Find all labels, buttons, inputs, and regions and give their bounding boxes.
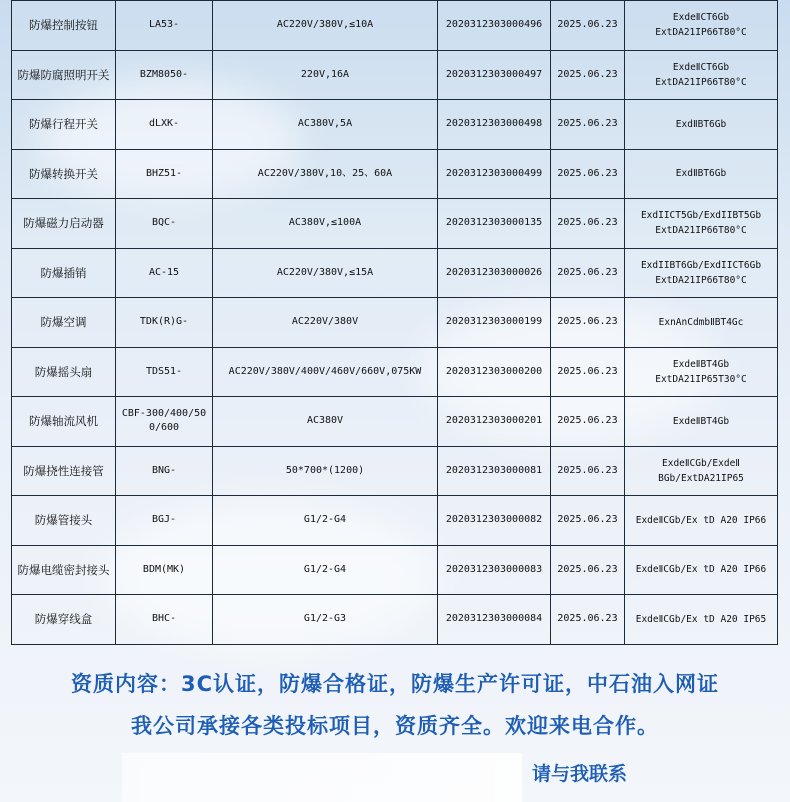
date-cell: 2025.06.23 (551, 199, 625, 249)
spec-cell: G1/2-G4 (213, 545, 438, 595)
model-cell: BHC- (116, 595, 213, 645)
ex-marking-cell (625, 545, 778, 595)
ex-marking-cell (625, 149, 778, 199)
model-cell: BQC- (116, 199, 213, 249)
table-row (12, 595, 778, 645)
date-cell: 2025.06.23 (551, 248, 625, 298)
product-name-cell: 防爆穿线盒 (12, 595, 116, 645)
ex-marking-line: ExdⅡBT6Gb (675, 118, 727, 130)
bidding-text: 我公司承接各类投标项目，资质齐全。欢迎来电合作。 (131, 714, 659, 738)
date-cell: 2025.06.23 (551, 50, 625, 100)
ex-marking-line: ExdIICT5Gb/ExdIIBT5Gb (640, 210, 762, 222)
date-cell: 2025.06.23 (551, 298, 625, 348)
ex-marking-cell (625, 347, 778, 397)
model-cell: TDS51- (116, 347, 213, 397)
product-name-cell: 防爆插销 (12, 248, 116, 298)
ex-marking-cell (625, 199, 778, 249)
product-name-cell: 防爆轴流风机 (12, 397, 116, 447)
cert-number-cell: 2020312303000083 (438, 545, 551, 595)
qualification-text: 资质内容：3C认证，防爆合格证，防爆生产许可证，中石油入网证 (70, 672, 720, 696)
model-cell: BGJ- (116, 496, 213, 546)
model-cell: BNG- (116, 446, 213, 496)
cert-number-cell: 2020312303000199 (438, 298, 551, 348)
ex-marking-cell (625, 298, 778, 348)
date-cell: 2025.06.23 (551, 100, 625, 150)
ex-marking-cell (625, 100, 778, 150)
date-cell: 2025.06.23 (551, 397, 625, 447)
cert-number-cell: 2020312303000081 (438, 446, 551, 496)
product-name-cell: 防爆转换开关 (12, 149, 116, 199)
table-row (12, 50, 778, 100)
spec-cell: 50*700*(1200) (213, 446, 438, 496)
spec-cell: G1/2-G4 (213, 496, 438, 546)
spec-cell: AC220V/380V,10、25、60A (213, 149, 438, 199)
ex-marking-cell (625, 595, 778, 645)
ex-marking-line: ExtDA21IP66T80°C (655, 76, 747, 88)
date-cell: 2025.06.23 (551, 1, 625, 51)
date-cell: 2025.06.23 (551, 595, 625, 645)
spec-cell: AC380V (213, 397, 438, 447)
spec-cell: AC380V,≤100A (213, 199, 438, 249)
product-cert-table (11, 0, 778, 645)
model-cell: TDK(R)G- (116, 298, 213, 348)
table-row (12, 545, 778, 595)
ex-marking-line: ExtDA21IP66T80°C (655, 274, 747, 286)
ex-marking-cell (625, 1, 778, 51)
ex-marking-cell (625, 397, 778, 447)
cert-number-cell: 2020312303000496 (438, 1, 551, 51)
spec-cell: 220V,16A (213, 50, 438, 100)
date-cell: 2025.06.23 (551, 446, 625, 496)
model-cell: BZM8050- (116, 50, 213, 100)
cert-number-cell: 2020312303000201 (438, 397, 551, 447)
date-cell: 2025.06.23 (551, 545, 625, 595)
ex-marking-cell (625, 50, 778, 100)
contact-label[interactable]: 请与我联系 (532, 763, 628, 785)
cert-number-cell: 2020312303000498 (438, 100, 551, 150)
date-cell: 2025.06.23 (551, 149, 625, 199)
model-cell: dLXK- (116, 100, 213, 150)
table-row (12, 248, 778, 298)
ex-marking-line: ExtDA21IP66T80°C (655, 225, 747, 237)
product-name-cell: 防爆电缆密封接头 (12, 545, 116, 595)
model-cell: AC-15 (116, 248, 213, 298)
table-row (12, 397, 778, 447)
ex-marking-line: ExdⅡBT6Gb (675, 168, 727, 180)
date-cell: 2025.06.23 (551, 347, 625, 397)
ex-marking-cell (625, 496, 778, 546)
date-cell: 2025.06.23 (551, 496, 625, 546)
table-row (12, 149, 778, 199)
table-row (12, 1, 778, 51)
ex-marking-line: ExdeⅡCT6Gb (672, 12, 730, 24)
spec-cell: AC220V/380V,≤10A (213, 1, 438, 51)
product-name-cell: 防爆行程开关 (12, 100, 116, 150)
table-row (12, 496, 778, 546)
ex-marking-line: ExdeⅡCGb/Ex tD A20 IP65 (635, 613, 767, 625)
product-name-cell: 防爆管接头 (12, 496, 116, 546)
table-row (12, 347, 778, 397)
cert-number-cell: 2020312303000082 (438, 496, 551, 546)
spec-cell: AC220V/380V (213, 298, 438, 348)
cert-number-cell: 2020312303000499 (438, 149, 551, 199)
ex-marking-line: ExnAnCdmbⅡBT4Gc (658, 316, 744, 328)
ex-marking-line: ExdeⅡCGb/ExdeⅡ (662, 457, 740, 469)
spec-cell: AC380V,5A (213, 100, 438, 150)
ex-marking-line: ExtDA21IP66T80°C (655, 27, 747, 39)
ex-marking-cell (625, 446, 778, 496)
contact-banner (122, 753, 522, 802)
ex-marking-line: ExtDA21IP65T30°C (655, 373, 747, 385)
model-cell: BDM(MK) (116, 545, 213, 595)
cert-number-cell: 2020312303000497 (438, 50, 551, 100)
cert-number-cell: 2020312303000135 (438, 199, 551, 249)
product-name-cell: 防爆摇头扇 (12, 347, 116, 397)
cert-number-cell: 2020312303000084 (438, 595, 551, 645)
ex-marking-line: ExdeⅡBT4Gb (672, 415, 730, 427)
ex-marking-line: ExdeⅡBT4Gb (672, 358, 730, 370)
ex-marking-line: ExdeⅡCT6Gb (672, 61, 730, 73)
model-cell: BHZ51- (116, 149, 213, 199)
ex-marking-line: ExdIIBT6Gb/ExdIICT6Gb (640, 259, 762, 271)
model-cell: CBF-300/400/500/600 (116, 397, 213, 447)
spec-cell: AC220V/380V/400V/460V/660V,075KW (213, 347, 438, 397)
table-body (12, 1, 778, 645)
table-row (12, 199, 778, 249)
product-name-cell: 防爆空调 (12, 298, 116, 348)
cert-number-cell: 2020312303000026 (438, 248, 551, 298)
table-row (12, 446, 778, 496)
product-name-cell: 防爆控制按钮 (12, 1, 116, 51)
table-row (12, 298, 778, 348)
ex-marking-line: BGb/ExtDA21IP65 (658, 472, 744, 484)
product-name-cell: 防爆磁力启动器 (12, 199, 116, 249)
ex-marking-cell (625, 248, 778, 298)
spec-cell: AC220V/380V,≤15A (213, 248, 438, 298)
table-row (12, 100, 778, 150)
model-cell: LA53- (116, 1, 213, 51)
spec-cell: G1/2-G3 (213, 595, 438, 645)
product-name-cell: 防爆防腐照明开关 (12, 50, 116, 100)
ex-marking-line: ExdeⅡCGb/Ex tD A20 IP66 (635, 514, 767, 526)
cert-number-cell: 2020312303000200 (438, 347, 551, 397)
ex-marking-line: ExdeⅡCGb/Ex tD A20 IP66 (635, 564, 767, 576)
product-name-cell: 防爆挠性连接管 (12, 446, 116, 496)
